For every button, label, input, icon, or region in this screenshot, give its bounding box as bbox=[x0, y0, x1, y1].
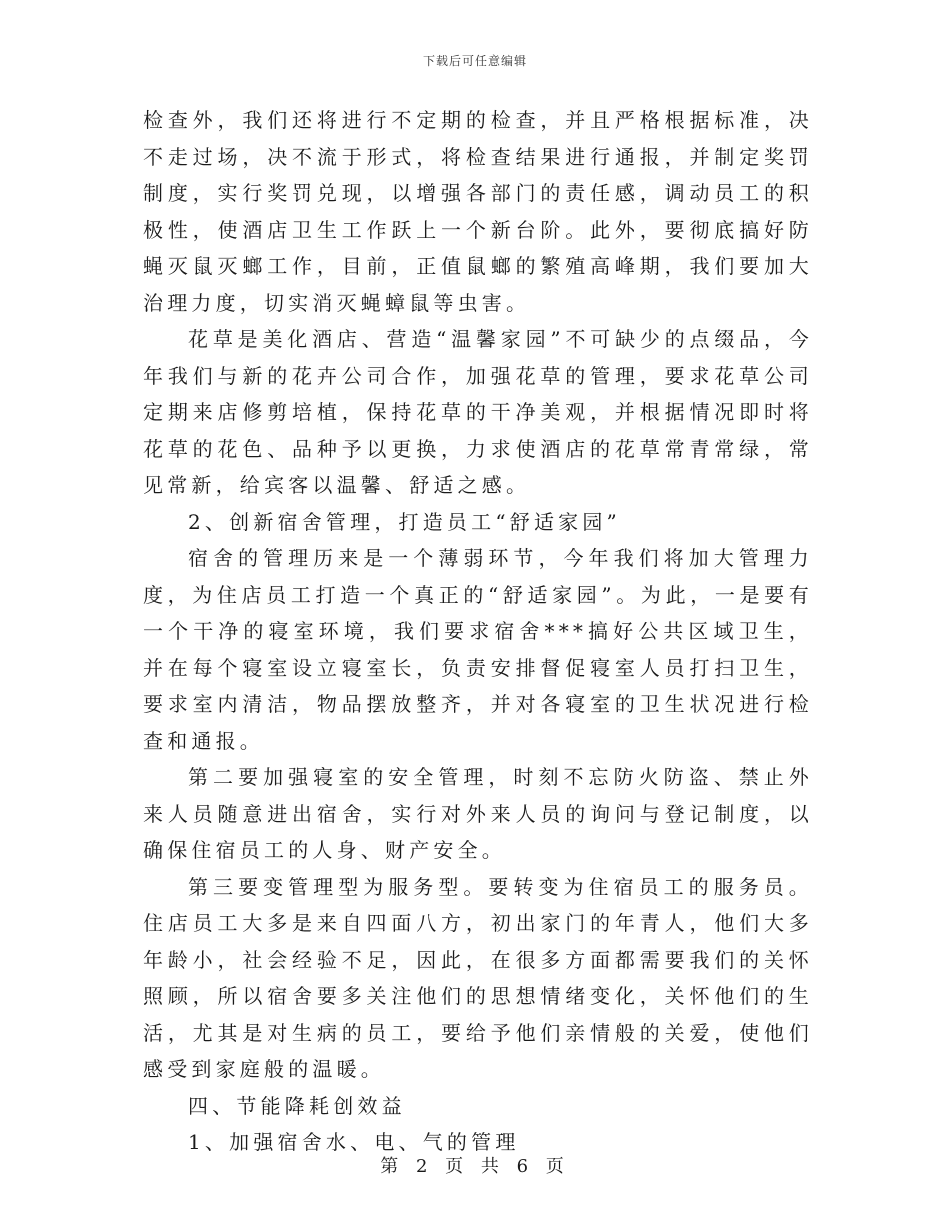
section-heading-energy: 四、节能降耗创效益 bbox=[188, 1093, 406, 1118]
paragraph-dormitory-management: 宿舍的管理历来是一个薄弱环节，今年我们将加大管理力度，为住店员工打造一个真正的“舒适家园”。为此，一是要有一个干净的寝室环境，我们要求宿舍***搞好公共区域卫生，并在每个寝室设立寝室长，负责安排督促寝室人员打扫卫生，要求室内清洁，物品摆放整齐，并对各寝室的卫生状况进行检查和通报。 bbox=[143, 546, 813, 753]
page-header: 下载后可任意编辑 bbox=[422, 54, 527, 68]
paragraph-flowers: 花草是美化酒店、营造“温馨家园”不可缺少的点缀品，今年我们与新的花卉公司合作，加强花草的管理，要求花草公司定期来店修剪培植，保持花草的干净美观，并根据情况即时将花草的花色、品种予以更换，力求使酒店的花草常青常绿，常见常新，给宾客以温馨、舒适之感。 bbox=[143, 327, 813, 497]
subsection-heading-utilities: 1、加强宿舍水、电、气的管理 bbox=[188, 1130, 520, 1154]
paragraph-continuation: 检查外，我们还将进行不定期的检查，并且严格根据标准，决不走过场，决不流于形式，将检查结果进行通报，并制定奖罚制度，实行奖罚兑现，以增强各部门的责任感，调动员工的积极性，使酒店卫生工作跃上一个新台阶。此外，要彻底搞好防蝇灭鼠灭螂工作，目前，正值鼠螂的繁殖高峰期，我们要加大治理力度，切实消灭蝇蟑鼠等虫害。 bbox=[143, 108, 813, 315]
document-body bbox=[143, 102, 813, 1161]
paragraph-dormitory-safety: 第二要加强寝室的安全管理，时刻不忘防火防盗、禁止外来人员随意进出宿舍，实行对外来人员的询问与登记制度，以确保住宿员工的人身、财产安全。 bbox=[143, 765, 813, 862]
section-heading-dormitory: 2、创新宿舍管理，打造员工“舒适家园” bbox=[188, 509, 621, 534]
page-number: 第 2 页 共 6 页 bbox=[380, 1156, 570, 1177]
paragraph-service-oriented: 第三要变管理型为服务型。要转变为住宿员工的服务员。住店员工大多是来自四面八方，初出家门的年青人，他们大多年龄小，社会经验不足，因此，在很多方面都需要我们的关怀照顾，所以宿舍要多关注他们的思想情绪变化，关怀他们的生活，尤其是对生病的员工，要给予他们亲情般的关爱，使他们感受到家庭般的温暖。 bbox=[143, 874, 813, 1081]
